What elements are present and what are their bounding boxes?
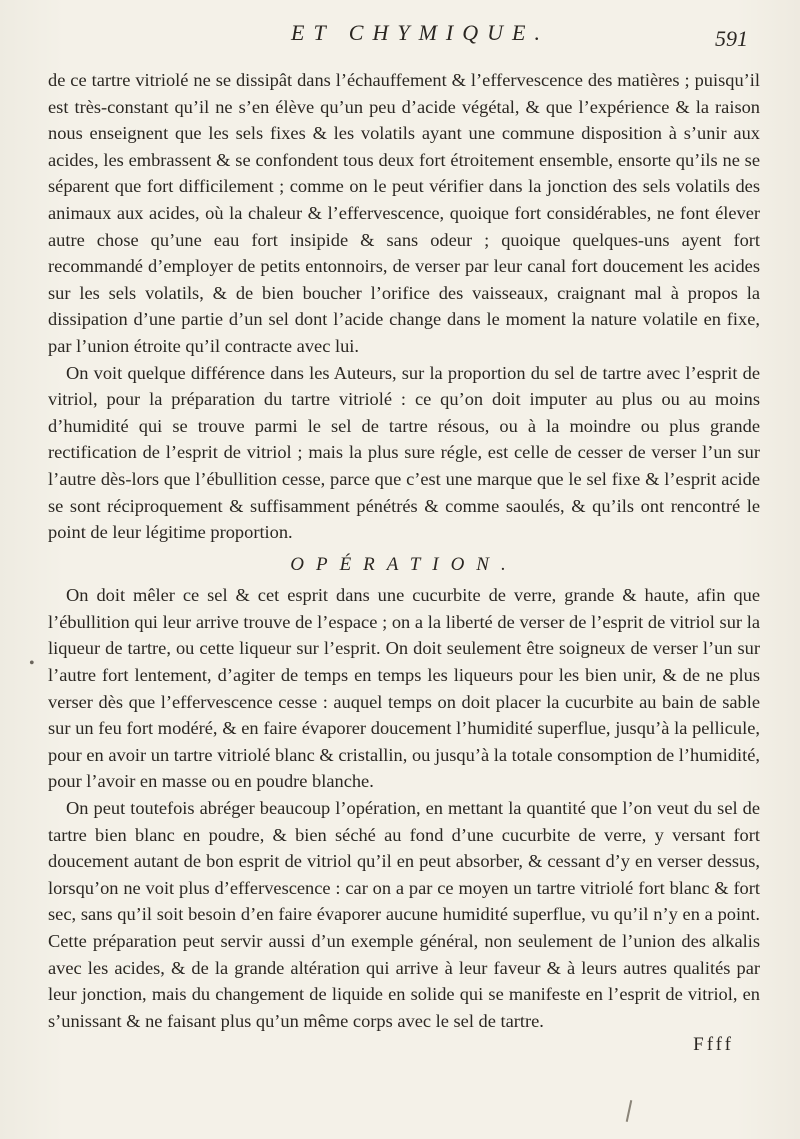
body-text	[48, 67, 760, 1034]
paragraph-operation-2: On peut toutefois abréger beaucoup l’opération, en mettant la quantité que l’on veut du sel de tartre bien blanc en poudre, & bien séché au fond d’une cucurbite de verre, y versant fort doucement autant de bon esprit de vitriol qu’il en peut absorber, & cessant d’y en verser dessus, lorsqu’on ne voit plus d’effervescence : car on a par ce moyen un tartre vitriolé fort blanc & fort sec, sans qu’il soit besoin d’en faire évaporer aucune humidité superflue, vu qu’il n’y en a point. Cette préparation peut servir aussi d’un exemple général, non seulement de l’union des alkalis avec les acides, & de la grande altération qui arrive à leur faveur & à leurs autres qualités par leur jonction, mais du changement de liquide en solide qui se manifeste en l’esprit de vitriol, en s’unissant & ne faisant plus qu’un même corps avec le sel de tartre.	[48, 798, 760, 1031]
running-head	[0, 16, 800, 56]
section-heading-operation: OPÉRATION.	[290, 553, 518, 575]
page-number: 591	[715, 26, 748, 51]
running-title: ET CHYMIQUE.	[291, 20, 549, 45]
stray-ink-mark	[626, 1100, 633, 1122]
margin-mark: •	[29, 655, 35, 672]
paragraph-proportion: On voit quelque différence dans les Auteurs, sur la proportion du sel de tartre avec l’esprit de vitriol, pour la préparation du tartre vitriolé : ce qu’on doit imputer au plus ou au moins d’humidité qui se trouve parmi le sel de tartre résous, ou à la moindre ou plus grande rectification de l’esprit de vitriol ; mais la plus sure régle, est celle de cesser de verser l’un sur l’autre dès-lors que l’ébullition cesse, parce que c’est une marque que le sel fixe & l’esprit acide se sont réciproquement & suffisamment pénétrés & comme saoulés, & qu’ils ont rencontré le point de leur légitime proportion.	[48, 362, 760, 543]
paragraph-continuation: de ce tartre vitriolé ne se dissipât dans l’échauffement & l’effervescence des matières ; puisqu’il est très-constant qu’il ne s’en élève qu’un peu d’acide végétal, & que l’expérience & la raison nous enseignent que les sels fixes & les volatils ayant une commune disposition à s’unir aux acides, les embrassent & se confondent tous deux fort étroitement ensemble, ensorte qu’ils ne se séparent que fort difficilement ; comme on le peut vérifier dans la jonction des sels volatils des animaux aux acides, où la chaleur & l’effervescence, quoique fort considérables, ne font élever autre chose qu’une eau fort insipide & sans odeur ; quoique quelques-uns ayent fort recommandé d’employer de petits entonnoirs, de verser par leur canal fort doucement les acides sur les sels volatils, & de bien boucher l’orifice des vaisseaux, craignant mal à propos la dissipation d’une partie d’un sel dont l’acide change dans le moment la nature volatile en fixe, par l’union étroite qu’il contracte avec lui.	[48, 70, 760, 356]
signature-mark: Ffff	[693, 1034, 734, 1055]
paragraph-operation-1: On doit mêler ce sel & cet esprit dans une cucurbite de verre, grande & haute, afin que l’ébullition qui leur arrive trouve de l’espace ; on a la liberté de verser de l’esprit de vitriol sur la liqueur de tartre, ou cette liqueur sur l’esprit. On doit seulement être soigneux de verser l’un sur l’autre fort lentement, d’agiter de temps en temps les liqueurs pour les bien unir, & de ne plus verser dès que l’effervescence cesse : auquel temps on doit placer la cucurbite au bain de sable sur un feu fort modéré, & en faire évaporer doucement l’humidité superflue, jusqu’à la pellicule, pour en avoir un tartre vitriolé blanc & cristallin, ou jusqu’à la totale consomption de l’humidité, pour l’avoir en masse ou en poudre blanche.	[48, 585, 760, 792]
